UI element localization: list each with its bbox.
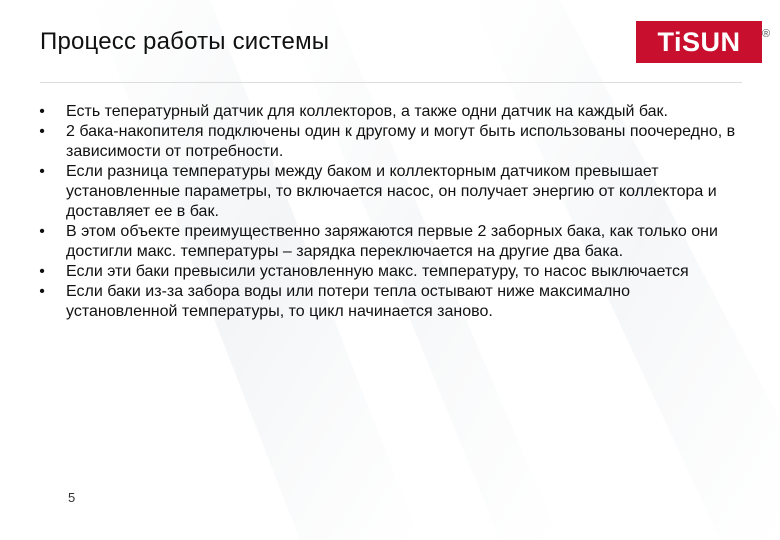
bullet-text: В этом объекте преимущественно заряжаются первые 2 заборных бака, как только они достигли макс. температуры – зарядка переключается на другие два бака. (66, 223, 718, 260)
bullet-icon: • (39, 163, 45, 180)
registered-mark: ® (762, 28, 771, 40)
bullet-text: Если баки из-за забора воды или потери тепла остывают ниже максимално установленной температуры, то цикл начинается заново. (66, 283, 631, 320)
bullet-text: Если разница температуры между баком и коллекторным датчиком превышает установленные параметры, то включается насос, он получает энергию от коллектора и доставляет ее в бак. (66, 163, 717, 220)
bullet-item (36, 222, 736, 262)
bullet-item (36, 282, 736, 322)
bullet-text: Если эти баки превысили установленную макс. температуру, то насос выключается (66, 263, 689, 280)
bullet-item (36, 262, 736, 282)
bullet-icon: • (39, 263, 45, 280)
bullet-item (36, 102, 736, 122)
slide-title: Процесс работы системы (40, 28, 330, 55)
bullet-item (36, 122, 736, 162)
bullet-list (36, 102, 736, 322)
bullet-icon: • (39, 223, 45, 240)
bullet-text: 2 бака-накопителя подключены один к другому и могут быть использованы поочередно, в зависимости от потребности. (66, 123, 736, 160)
bullet-text: Есть тепературный датчик для коллекторов, а также одни датчик на каждый бак. (66, 103, 668, 120)
bullet-icon: • (39, 283, 45, 300)
bullet-icon: • (39, 103, 45, 120)
bullet-icon: • (39, 123, 45, 140)
bullet-item (36, 162, 736, 222)
tisun-logo: TiSUN (636, 21, 762, 63)
page-number: 5 (68, 490, 76, 505)
title-divider (40, 82, 742, 83)
